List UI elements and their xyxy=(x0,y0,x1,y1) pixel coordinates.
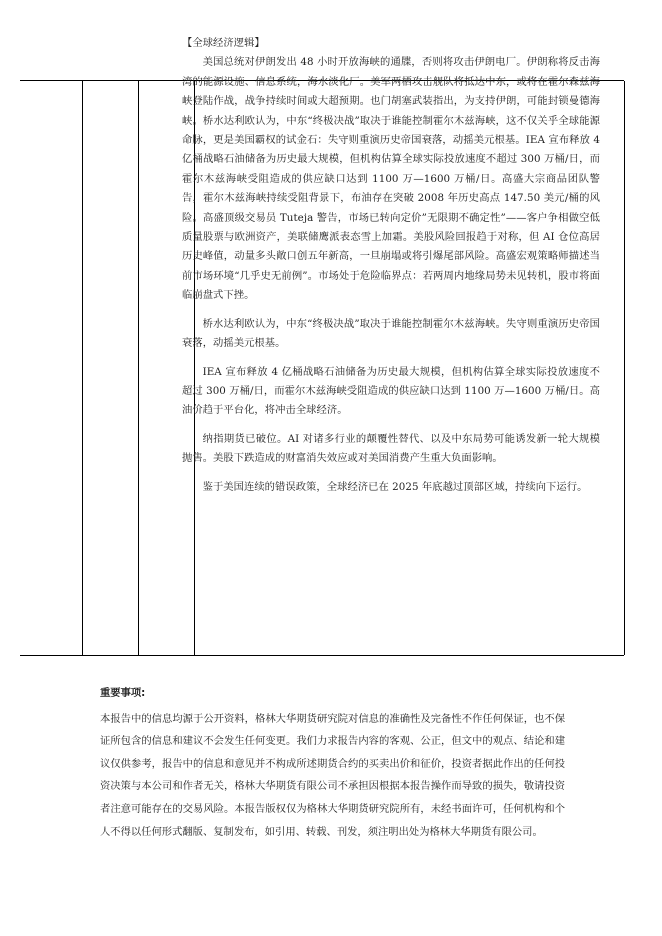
important-notice xyxy=(100,682,565,843)
section-paragraph: 纳指期货已破位。AI 对诸多行业的颠覆性替代、以及中东局势可能诱发新一轮大规模抛售。美股下跌造成的财富消失效应或对美国消费产生重大负面影响。 xyxy=(182,432,600,465)
section-title: 【全球经济逻辑】 xyxy=(182,37,265,49)
notice-body: 本报告中的信息均源于公开资料，格林大华期货研究院对信息的准确性及完备性不作任何保证，也不保证所包含的信息和建议不会发生任何变更。我们力求报告内容的客观、公正，但文中的观点、结论和建议仅供参考，报告中的信息和意见并不构成所述期货合约的买卖出价和征价，投资者据此作出的任何投资决策与本公司和作者无关，格林大华期货有限公司不承担因根据本报告操作而导致的损失，敬请投资者注意可能存在的交易风险。本报告版权仅为格林大华期货研究院所有，未经书面许可，任何机构和个人不得以任何形式翻版、复制发布，如引用、转载、刊发，须注明出处为格林大华期货有限公司。 xyxy=(100,712,565,838)
section-paragraph: 美国总统对伊朗发出 48 小时开放海峡的通牒，否则将攻击伊朗电厂。伊朗称将反击海湾的能源设施、信息系统，海水淡化厂。美军两栖攻击舰队将抵达中东，或将在霍尔森兹海峡登陆作战，战争持续时间或大超预期。也门胡塞武装指出，为支持伊朗，可能封锁曼德海峡。桥水达利欧认为，中东“终极决战”取决于谁能控制霍尔木兹海峡，这不仅关乎全球能源命脉，更是美国霸权的试金石：失守则重演历史帝国衰落，动摇美元根基。IEA 宣布释放 4 亿桶战略石油储备为历史最大规模，但机构估算全球实际投放速度不超过 300 万桶/日，而霍尔木兹海峡受阻造成的供应缺口达到 1100 万—1600 万桶/日。高盛大宗商品团队警告，霍尔木兹海峡持续受阻背景下，布油存在突破 2008 年历史高点 147.50 美元/桶的风险。高盛顶级交易员 Tuteja 警告，市场已转向定价”无限期不确定性”——客户争相做空低质量股票与欧洲资产，美联储鹰派表态雪上加霜。美股风险回报趋于对称，但 AI 仓位高居历史峰值，动量多头敞口创五年新高，一旦崩塌或将引爆尾部风险。高盛宏观策略师描述当前市场环境“几乎史无前例”。市场处于危险临界点：若两周内地缘局势未见转机，股市将面临崩盘式下挫。 xyxy=(182,56,600,302)
notice-title: 重要事项: xyxy=(100,687,146,699)
table-divider xyxy=(82,81,83,655)
table-divider xyxy=(624,81,625,655)
section-paragraph: 鉴于美国连续的错误政策，全球经济已在 2025 年底越过顶部区域，持续向下运行。 xyxy=(202,480,588,493)
global-economy-cell xyxy=(182,34,600,497)
table-divider xyxy=(138,81,139,655)
section-paragraph: IEA 宣布释放 4 亿桶战略石油储备为历史最大规模，但机构估算全球实际投放速度不超过 300 万桶/日，而霍尔木兹海峡受阻造成的供应缺口达到 1100 万—1600 万桶/日。高油价趋于平台化，将冲击全球经济。 xyxy=(182,365,600,417)
section-paragraph: 桥水达利欧认为，中东“终极决战”取决于谁能控制霍尔木兹海峡。失守则重演历史帝国衰落，动摇美元根基。 xyxy=(182,317,600,350)
